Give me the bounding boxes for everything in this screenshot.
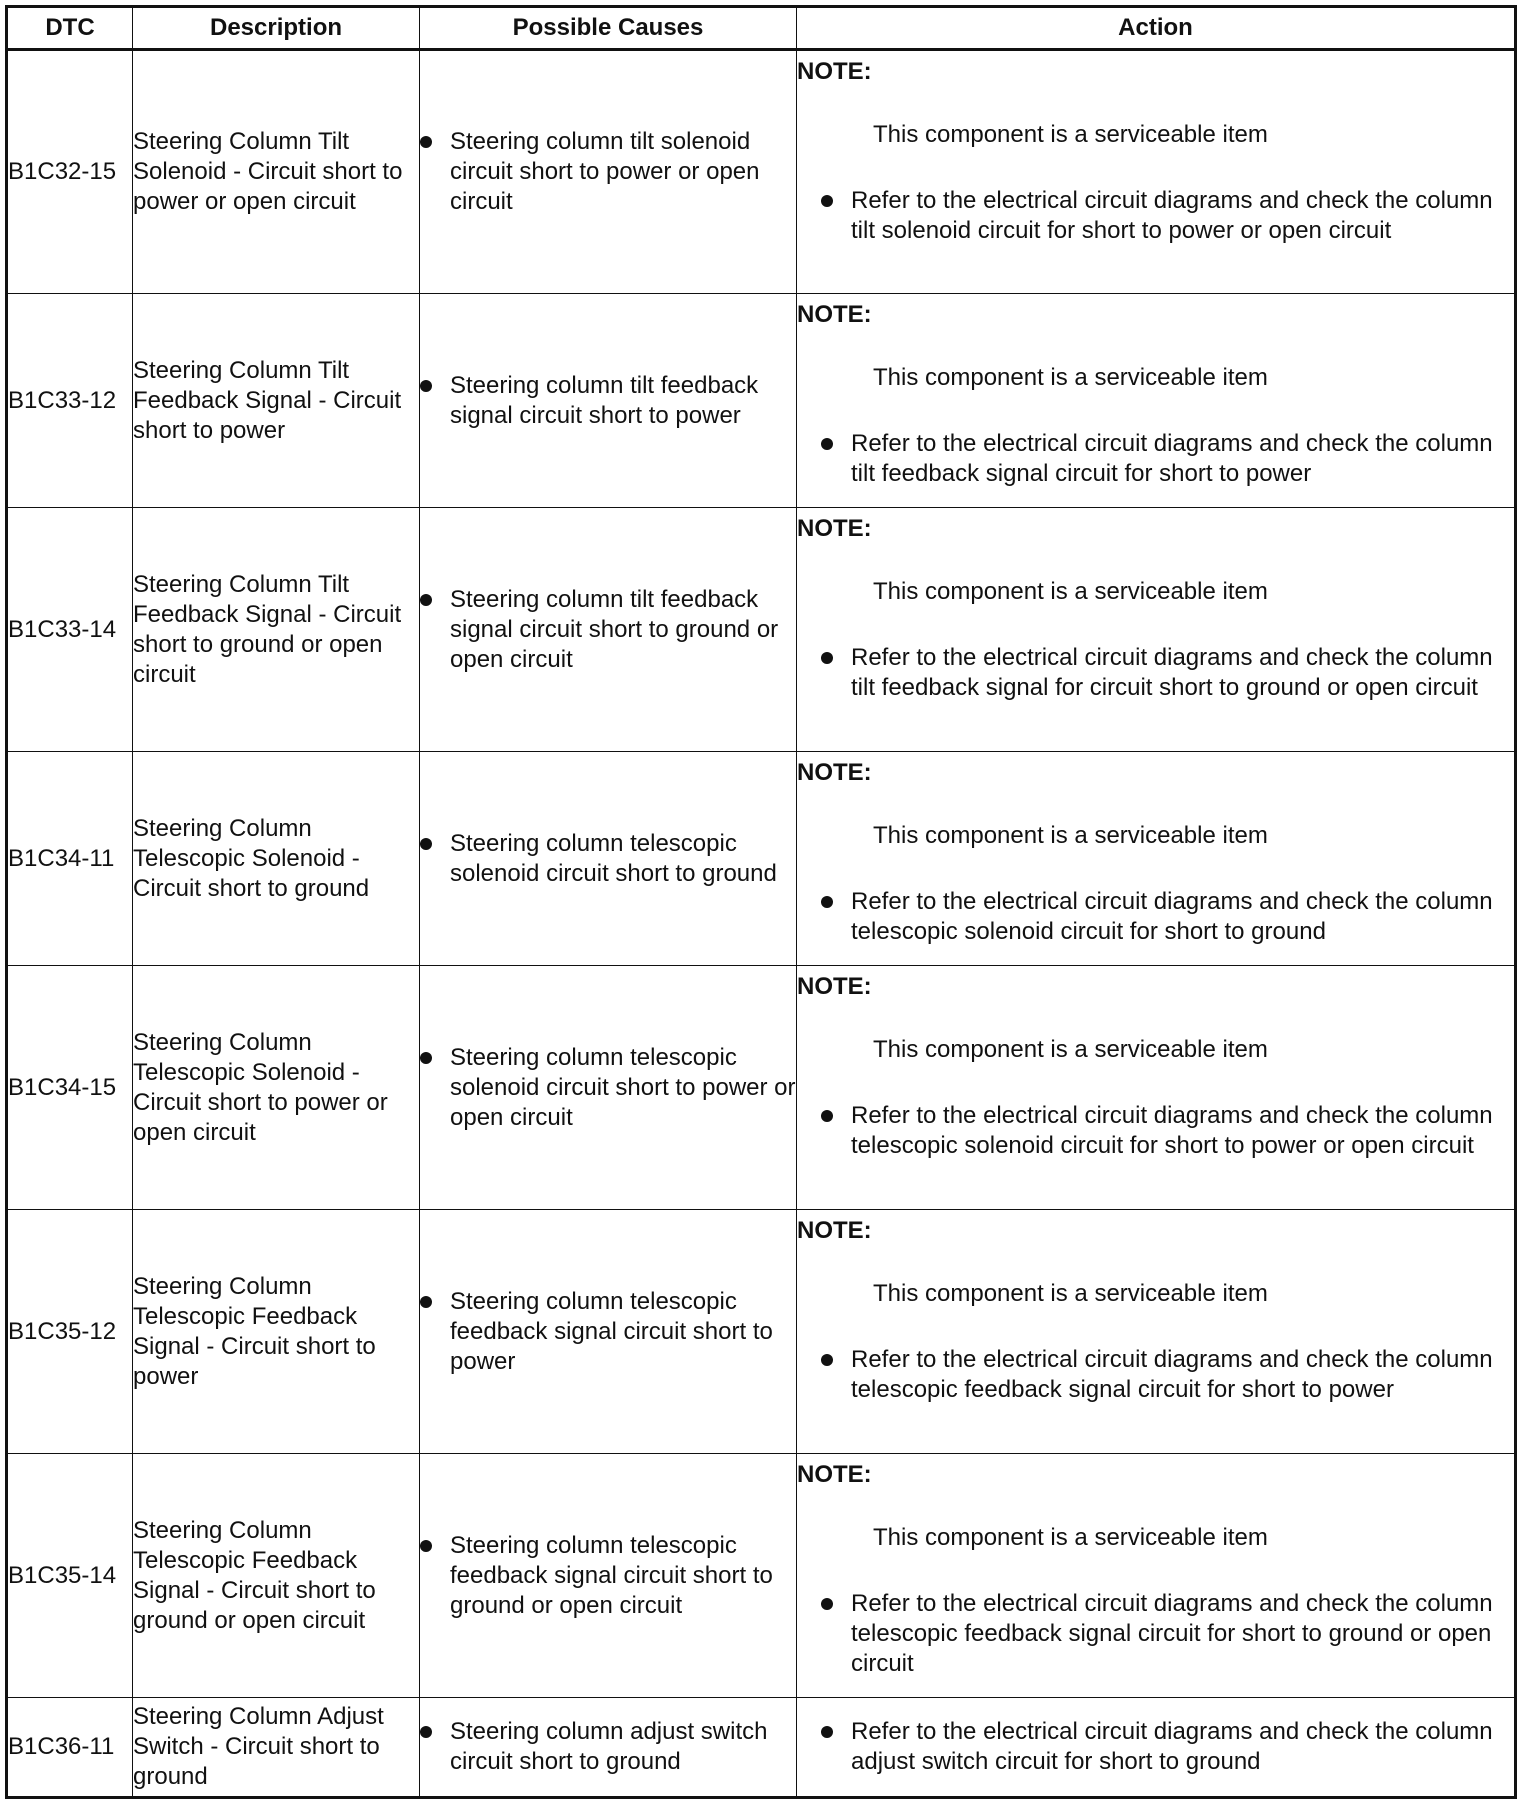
bullet-icon bbox=[821, 1598, 833, 1610]
table-row bbox=[7, 508, 1516, 752]
table-row bbox=[7, 1454, 1516, 1698]
dtc-table bbox=[5, 5, 1517, 1799]
bullet-icon bbox=[821, 652, 833, 664]
dtc-code: B1C34-15 bbox=[7, 966, 133, 1210]
dtc-description: Steering Column Tilt Feedback Signal - Circuit short to power bbox=[133, 294, 420, 508]
note-text: This component is a serviceable item bbox=[873, 1280, 1268, 1307]
action-cell bbox=[797, 1454, 1516, 1698]
cause-text: Steering column tilt solenoid circuit short to power or open circuit bbox=[450, 128, 760, 215]
note-label: NOTE: bbox=[797, 515, 872, 542]
bullet-icon bbox=[420, 594, 432, 606]
cause-item bbox=[420, 371, 796, 431]
bullet-icon bbox=[821, 1110, 833, 1122]
action-item bbox=[797, 1345, 1514, 1405]
note-label: NOTE: bbox=[797, 759, 872, 786]
action-text: Refer to the electrical circuit diagrams and check the column telescopic solenoid circuit for short to power or open circuit bbox=[851, 1102, 1493, 1159]
table-row bbox=[7, 294, 1516, 508]
bullet-icon bbox=[420, 1296, 432, 1308]
header-dtc: DTC bbox=[7, 7, 133, 50]
dtc-description: Steering Column Adjust Switch - Circuit short to ground bbox=[133, 1698, 420, 1798]
action-item bbox=[797, 429, 1514, 489]
possible-causes-cell bbox=[420, 1698, 797, 1798]
note-text: This component is a serviceable item bbox=[873, 1036, 1268, 1063]
action-item bbox=[797, 1589, 1514, 1679]
note-text: This component is a serviceable item bbox=[873, 121, 1268, 148]
action-item bbox=[797, 643, 1514, 703]
action-text: Refer to the electrical circuit diagrams and check the column telescopic solenoid circuit for short to ground bbox=[851, 888, 1493, 945]
header-row bbox=[7, 7, 1516, 50]
note-label: NOTE: bbox=[797, 973, 872, 1000]
bullet-icon bbox=[420, 380, 432, 392]
bullet-icon bbox=[821, 896, 833, 908]
action-cell bbox=[797, 1210, 1516, 1454]
action-text: Refer to the electrical circuit diagrams and check the column tilt feedback signal circuit for short to power bbox=[851, 430, 1493, 487]
possible-causes-cell bbox=[420, 294, 797, 508]
dtc-description: Steering Column Tilt Solenoid - Circuit short to power or open circuit bbox=[133, 50, 420, 294]
header-action: Action bbox=[797, 7, 1516, 50]
cause-text: Steering column telescopic solenoid circuit short to power or open circuit bbox=[450, 1043, 796, 1131]
table-row bbox=[7, 966, 1516, 1210]
action-text: Refer to the electrical circuit diagrams and check the column adjust switch circuit for short to ground bbox=[851, 1718, 1493, 1775]
possible-causes-cell bbox=[420, 966, 797, 1210]
dtc-code: B1C33-12 bbox=[7, 294, 133, 508]
table-row bbox=[7, 752, 1516, 966]
note-label: NOTE: bbox=[797, 301, 872, 328]
cause-item bbox=[420, 1717, 796, 1777]
cause-text: Steering column adjust switch circuit short to ground bbox=[450, 1718, 768, 1775]
dtc-code: B1C34-11 bbox=[7, 752, 133, 966]
dtc-description: Steering Column Tilt Feedback Signal - Circuit short to ground or open circuit bbox=[133, 508, 420, 752]
cause-item bbox=[420, 1287, 796, 1377]
bullet-icon bbox=[821, 195, 833, 207]
dtc-description: Steering Column Telescopic Feedback Signal - Circuit short to ground or open circuit bbox=[133, 1454, 420, 1698]
cause-text: Steering column telescopic feedback signal circuit short to ground or open circuit bbox=[450, 1531, 773, 1619]
bullet-icon bbox=[420, 1540, 432, 1552]
dtc-code: B1C35-12 bbox=[7, 1210, 133, 1454]
dtc-code: B1C35-14 bbox=[7, 1454, 133, 1698]
note-text: This component is a serviceable item bbox=[873, 364, 1268, 391]
action-text: Refer to the electrical circuit diagrams and check the column telescopic feedback signal circuit for short to ground or open circuit bbox=[851, 1590, 1493, 1677]
action-cell bbox=[797, 508, 1516, 752]
table-row bbox=[7, 1210, 1516, 1454]
cause-item bbox=[420, 829, 796, 889]
cause-item bbox=[420, 585, 796, 675]
action-text: Refer to the electrical circuit diagrams and check the column tilt solenoid circuit for short to power or open circuit bbox=[851, 187, 1493, 244]
bullet-icon bbox=[420, 136, 432, 148]
possible-causes-cell bbox=[420, 50, 797, 294]
dtc-code: B1C33-14 bbox=[7, 508, 133, 752]
action-item bbox=[797, 186, 1514, 246]
action-item bbox=[797, 1717, 1514, 1777]
cause-text: Steering column telescopic feedback signal circuit short to power bbox=[450, 1287, 773, 1375]
possible-causes-cell bbox=[420, 508, 797, 752]
table-row bbox=[7, 1698, 1516, 1798]
header-possible-causes: Possible Causes bbox=[420, 7, 797, 50]
cause-item bbox=[420, 127, 796, 217]
action-cell bbox=[797, 966, 1516, 1210]
action-text: Refer to the electrical circuit diagrams and check the column tilt feedback signal for circuit short to ground or open circuit bbox=[851, 644, 1493, 701]
cause-text: Steering column telescopic solenoid circuit short to ground bbox=[450, 829, 777, 887]
bullet-icon bbox=[821, 438, 833, 450]
cause-item bbox=[420, 1531, 796, 1621]
dtc-code: B1C36-11 bbox=[7, 1698, 133, 1798]
bullet-icon bbox=[821, 1726, 833, 1738]
bullet-icon bbox=[821, 1354, 833, 1366]
possible-causes-cell bbox=[420, 1210, 797, 1454]
possible-causes-cell bbox=[420, 752, 797, 966]
note-text: This component is a serviceable item bbox=[873, 822, 1268, 849]
dtc-code: B1C32-15 bbox=[7, 50, 133, 294]
action-cell bbox=[797, 752, 1516, 966]
cause-item bbox=[420, 1043, 796, 1133]
note-label: NOTE: bbox=[797, 1461, 872, 1488]
note-label: NOTE: bbox=[797, 1217, 872, 1244]
bullet-icon bbox=[420, 838, 432, 850]
cause-text: Steering column tilt feedback signal circuit short to ground or open circuit bbox=[450, 585, 779, 673]
action-cell bbox=[797, 50, 1516, 294]
bullet-icon bbox=[420, 1726, 432, 1738]
dtc-description: Steering Column Telescopic Feedback Signal - Circuit short to power bbox=[133, 1210, 420, 1454]
possible-causes-cell bbox=[420, 1454, 797, 1698]
action-cell bbox=[797, 294, 1516, 508]
dtc-description: Steering Column Telescopic Solenoid - Circuit short to ground bbox=[133, 752, 420, 966]
bullet-icon bbox=[420, 1052, 432, 1064]
note-text: This component is a serviceable item bbox=[873, 578, 1268, 605]
header-description: Description bbox=[133, 7, 420, 50]
note-label: NOTE: bbox=[797, 58, 872, 85]
dtc-description: Steering Column Telescopic Solenoid - Circuit short to power or open circuit bbox=[133, 966, 420, 1210]
note-text: This component is a serviceable item bbox=[873, 1524, 1268, 1551]
action-item bbox=[797, 887, 1514, 947]
table-row bbox=[7, 50, 1516, 294]
cause-text: Steering column tilt feedback signal circuit short to power bbox=[450, 371, 759, 429]
action-text: Refer to the electrical circuit diagrams and check the column telescopic feedback signal circuit for short to power bbox=[851, 1346, 1493, 1403]
action-item bbox=[797, 1101, 1514, 1161]
action-cell bbox=[797, 1698, 1516, 1798]
